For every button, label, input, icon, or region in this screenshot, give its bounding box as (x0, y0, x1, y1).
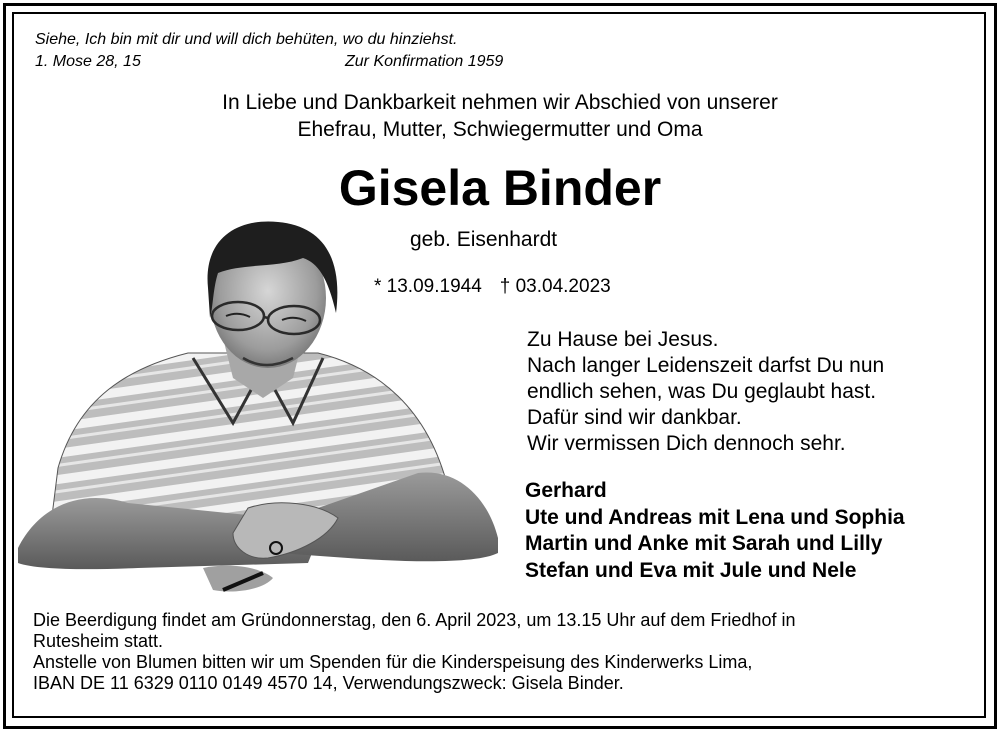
poem-line: Dafür sind wir dankbar. (527, 406, 742, 429)
verse-reference: 1. Mose 28, 15 (35, 53, 141, 70)
poem-line: Zu Hause bei Jesus. (527, 328, 719, 351)
poem (527, 327, 884, 457)
bible-verse (35, 29, 504, 70)
birth-date: * 13.09.1944 (374, 276, 482, 297)
funeral-notes (33, 610, 795, 694)
verse-text: Siehe, Ich bin mit dir und will dich behüten, wo du hinziehst. (35, 31, 458, 48)
verse-occasion: Zur Konfirmation 1959 (345, 53, 504, 70)
note-line: Rutesheim statt. (33, 631, 164, 651)
family-member: Gerhard (525, 479, 607, 502)
family-member: Ute und Andreas mit Lena und Sophia (525, 505, 905, 529)
intro-line-2: Ehefrau, Mutter, Schwiegermutter und Oma (297, 118, 703, 141)
family-member: Martin und Anke mit Sarah und Lilly (525, 532, 883, 555)
intro-text (0, 89, 1000, 143)
note-line: Anstelle von Blumen bitten wir um Spenden für die Kinderspeisung des Kinderwerks Lima, (33, 652, 753, 672)
poem-line: endlich sehen, was Du geglaubt hast. (527, 380, 877, 403)
note-line: IBAN DE 11 6329 0110 0149 4570 14, Verwendungszweck: Gisela Binder. (33, 673, 624, 693)
portrait-photo (18, 218, 498, 600)
family-list (525, 478, 905, 584)
note-line: Die Beerdigung findet am Gründonnerstag, den 6. April 2023, um 13.15 Uhr auf dem Friedhof in (33, 610, 796, 630)
family-member: Stefan und Eva mit Jule und Nele (525, 558, 857, 582)
deceased-name: Gisela Binder (338, 160, 662, 216)
poem-line: Wir vermissen Dich dennoch sehr. (527, 432, 846, 455)
poem-line: Nach langer Leidenszeit darfst Du nun (527, 354, 885, 377)
death-date: † 03.04.2023 (499, 276, 611, 297)
maiden-name: geb. Eisenhardt (410, 228, 558, 251)
intro-line-1: In Liebe und Dankbarkeit nehmen wir Abschied von unserer (222, 91, 778, 114)
